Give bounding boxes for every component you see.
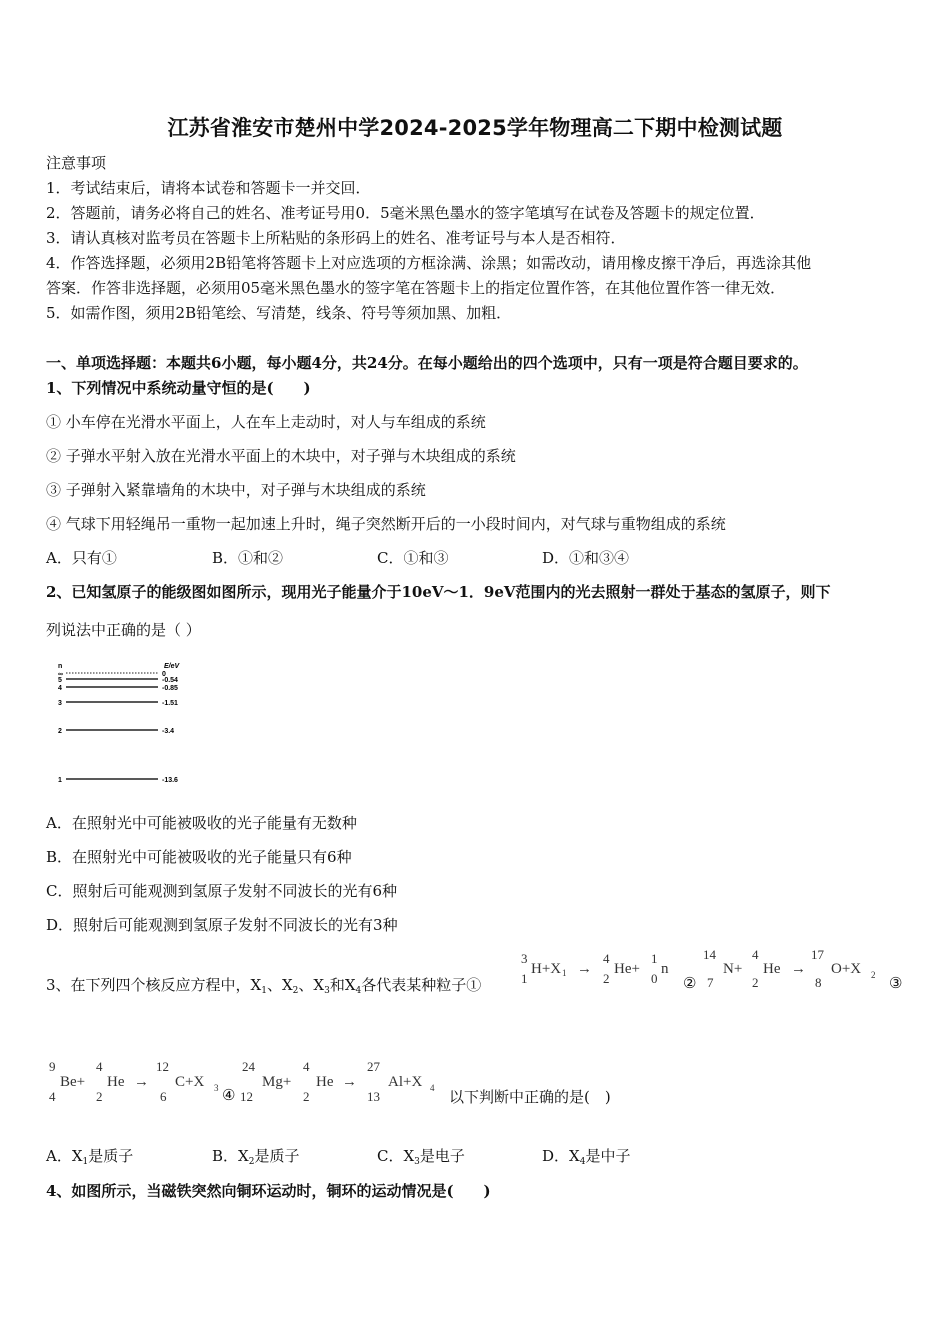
nuclear-equation-2: 14 7 N+ 4 2 He → 17 8 O+X 2 bbox=[703, 947, 876, 990]
note-item: 3．请认真核对监考员在答题卡上所粘贴的条形码上的姓名、准考证号与本人是否相符． bbox=[46, 229, 626, 247]
energy-level-diagram bbox=[52, 660, 202, 790]
level-energy: 0 bbox=[162, 671, 166, 678]
q4-stem: 4、如图所示，当磁铁突然向铜环运动时，铜环的运动情况是( ) bbox=[46, 1182, 491, 1200]
q3-option-d: D．$X_4$是中子 bbox=[542, 1147, 631, 1167]
q3-option-a: A．$X_1$是质子 bbox=[46, 1147, 134, 1167]
q2-stem: 2、已知氢原子的能级图如图所示，现用光子能量介于10eV～1．9eV范围内的光去照射一群处于基态的氢原子，则下 bbox=[46, 583, 831, 601]
q1-option-d: D．①和③④ bbox=[542, 549, 630, 567]
q1-stem: 1、下列情况中系统动量守恒的是( ) bbox=[46, 379, 311, 397]
level-label: 2 bbox=[58, 728, 62, 735]
level-energy: -1.51 bbox=[162, 700, 178, 707]
level-label: 3 bbox=[58, 700, 62, 707]
q1-statement: ① 小车停在光滑水平面上，人在车上走动时，对人与车组成的系统 bbox=[46, 413, 486, 431]
q1-statement: ③ 子弹射入紧靠墙角的木块中，对子弹与木块组成的系统 bbox=[46, 481, 426, 499]
q2-stem-cont: 列说法中正确的是（ ） bbox=[46, 621, 201, 639]
nuclear-equation-3: 9 4 Be+ 4 2 He → 12 6 C+X 3 bbox=[49, 1059, 219, 1104]
level-label: 1 bbox=[58, 777, 62, 784]
nuclear-equation-4: 24 12 Mg+ 4 2 He → 27 13 Al+X 4 bbox=[240, 1059, 435, 1104]
q1-option-b: B．①和② bbox=[212, 549, 284, 567]
note-item: 1．考试结束后，请将本试卷和答题卡一并交回． bbox=[46, 179, 371, 197]
q2-option-a: A．在照射光中可能被吸收的光子能量有无数种 bbox=[46, 814, 357, 832]
level-energy: -0.85 bbox=[162, 685, 178, 692]
q1-option-a: A．只有① bbox=[46, 549, 117, 567]
q2-option-d: D．照射后可能观测到氢原子发射不同波长的光有3种 bbox=[46, 916, 398, 934]
level-label: ∞ bbox=[58, 671, 63, 678]
q1-statement: ④ 气球下用轻绳吊一重物一起加速上升时，绳子突然断开后的一小段时间内，对气球与重物组成的系统 bbox=[46, 515, 726, 533]
level-label: 4 bbox=[58, 685, 62, 692]
note-item: 5．如需作图，须用2B铅笔绘、写清楚，线条、符号等须加黑、加粗． bbox=[46, 304, 512, 322]
level-energy: -0.54 bbox=[162, 677, 178, 684]
mark-2: ② bbox=[683, 974, 697, 992]
q2-option-b: B．在照射光中可能被吸收的光子能量只有6种 bbox=[46, 848, 352, 866]
level-energy: -13.6 bbox=[162, 777, 178, 784]
level-energy: -3.4 bbox=[162, 728, 175, 735]
note-item: 2．答题前，请务必将自己的姓名、准考证号用0．5毫米黑色墨水的签字笔填写在试卷及答题卡的规定位置． bbox=[46, 204, 765, 222]
note-item: 4．作答选择题，必须用2B铅笔将答题卡上对应选项的方框涂满、涂黑；如需改动，请用橡皮擦干净后，再选涂其他 bbox=[46, 254, 812, 272]
q2-option-c: C．照射后可能观测到氢原子发射不同波长的光有6种 bbox=[46, 882, 398, 900]
nuclear-equation-1: 3 1 H+X 1 → 4 2 He+ 1 0 n bbox=[521, 951, 669, 986]
diagram-header-n: n bbox=[58, 663, 63, 670]
section-heading: 一、单项选择题：本题共6小题，每小题4分，共24分。在每小题给出的四个选项中，只有一项是符合题目要求的。 bbox=[46, 354, 808, 372]
page-title: 江苏省淮安市楚州中学2024-2025学年物理高二下期中检测试题 bbox=[167, 116, 783, 140]
q3-tail: 以下判断中正确的是( ) bbox=[449, 1088, 611, 1106]
q1-option-c: C．①和③ bbox=[377, 549, 449, 567]
q3-stem: 3、在下列四个核反应方程中，$X_1$、$X_2$、$X_3$和$X_4$各代表某种粒子① bbox=[46, 976, 482, 996]
q3-option-b: B．$X_2$是质子 bbox=[212, 1147, 300, 1167]
q3-option-c: C．$X_3$是电子 bbox=[377, 1147, 465, 1167]
notes-heading: 注意事项 bbox=[46, 154, 107, 172]
mark-3: ③ bbox=[889, 974, 903, 992]
q1-statement: ② 子弹水平射入放在光滑水平面上的木块中，对子弹与木块组成的系统 bbox=[46, 447, 516, 465]
note-item: 答案．作答非选择题，必须用05毫米黑色墨水的签字笔在答题卡上的指定位置作答，在其他位置作答一律无效． bbox=[46, 279, 786, 297]
mark-4: ④ bbox=[222, 1086, 236, 1104]
level-label: 5 bbox=[58, 677, 62, 684]
diagram-header-unit: E/eV bbox=[164, 663, 180, 670]
